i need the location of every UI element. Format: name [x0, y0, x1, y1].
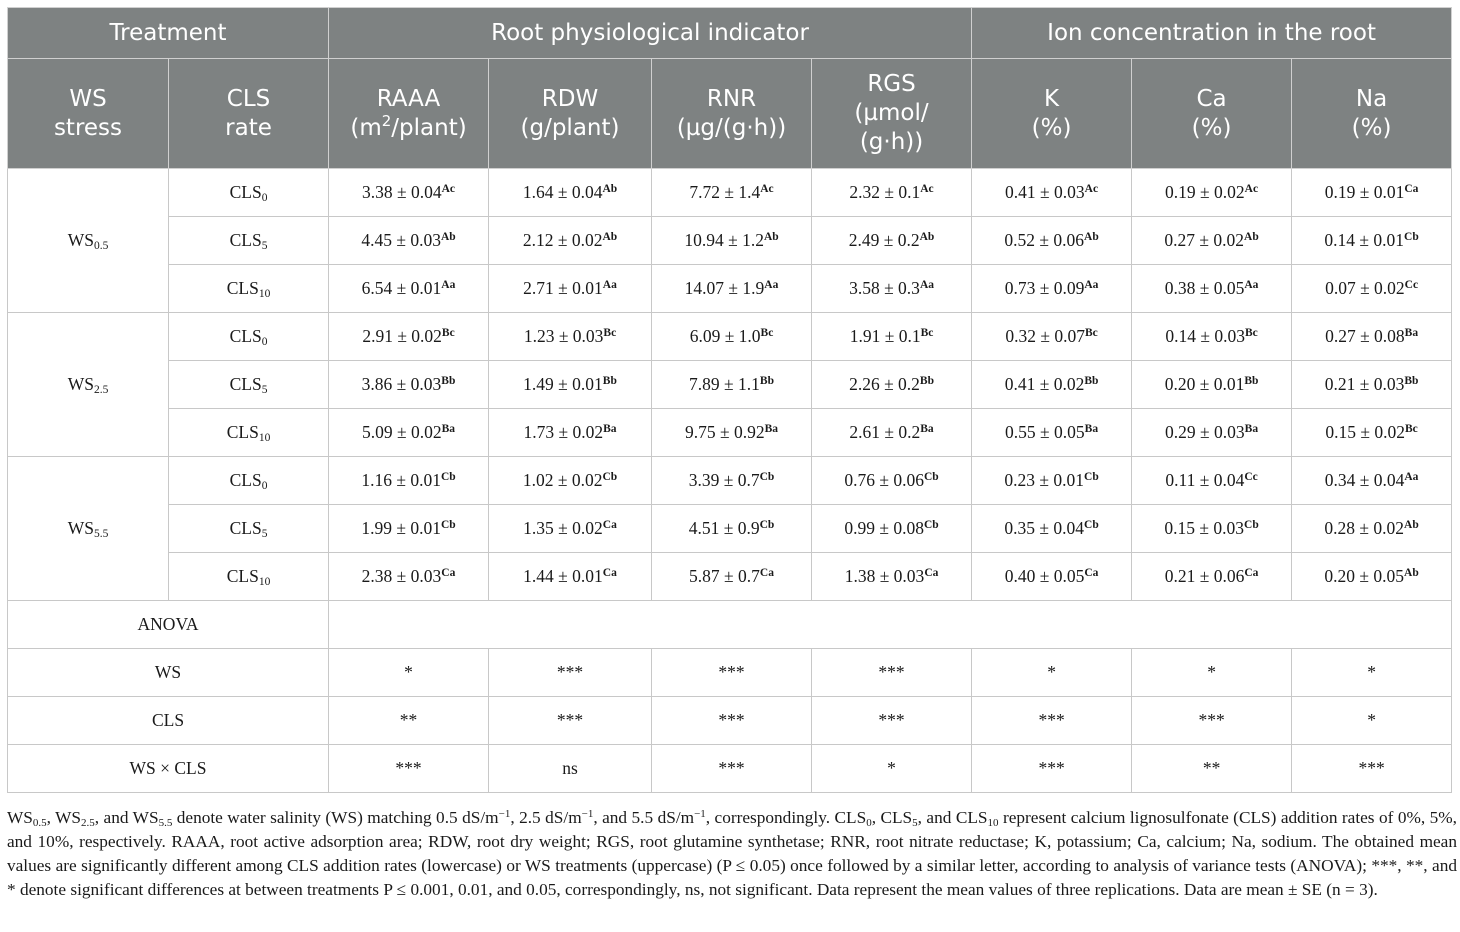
- mean-se: 5.87 ± 0.7: [689, 566, 760, 586]
- value-cell: [812, 313, 972, 361]
- significance-letters: Cb: [759, 471, 775, 483]
- mean-se: 0.20 ± 0.05: [1324, 566, 1405, 586]
- significance-letters: Aa: [1084, 279, 1099, 291]
- value-cell: [1132, 553, 1292, 601]
- value-cell: [1132, 169, 1292, 217]
- value-cell: [1292, 361, 1452, 409]
- mean-se: 0.14 ± 0.01: [1324, 230, 1405, 250]
- mean-se: 9.75 ± 0.92: [685, 422, 765, 442]
- significance-letters: Aa: [441, 279, 456, 291]
- anova-significance: ns: [489, 745, 652, 793]
- significance-letters: Ac: [441, 183, 456, 195]
- anova-significance: ***: [489, 649, 652, 697]
- mean-se: 7.72 ± 1.4: [689, 182, 761, 202]
- value-cell: [1132, 457, 1292, 505]
- header-rnr: RNR (µg/(g·h)): [652, 59, 812, 169]
- significance-letters: Cb: [759, 519, 775, 531]
- significance-letters: Ab: [1084, 231, 1099, 243]
- anova-factor: WS × CLS: [8, 745, 329, 793]
- significance-letters: Ab: [1404, 567, 1419, 579]
- value-cell: [812, 457, 972, 505]
- anova-significance: *: [1292, 697, 1452, 745]
- table-body: [8, 169, 1452, 793]
- significance-letters: Bb: [1084, 375, 1099, 387]
- ws-stress-cell: $WS_{0.5}$: [8, 169, 169, 313]
- mean-se: 7.89 ± 1.1: [689, 374, 760, 394]
- anova-significance: ***: [1132, 697, 1292, 745]
- significance-letters: Bb: [441, 375, 456, 387]
- significance-letters: Ba: [441, 423, 456, 435]
- significance-letters: Ba: [603, 423, 617, 435]
- mean-se: 0.41 ± 0.03: [1005, 182, 1085, 202]
- anova-significance: ***: [652, 745, 812, 793]
- header-ws-stress: WS stress: [8, 59, 169, 169]
- cls-rate-cell: $CLS_5$: [169, 361, 329, 409]
- anova-significance: ***: [652, 649, 812, 697]
- mean-se: 0.14 ± 0.03: [1165, 326, 1245, 346]
- mean-se: 0.27 ± 0.02: [1164, 230, 1245, 250]
- significance-letters: Ac: [920, 183, 934, 195]
- significance-letters: Ab: [919, 231, 935, 243]
- significance-letters: Cb: [923, 519, 939, 531]
- value-cell: [489, 361, 652, 409]
- significance-letters: Ac: [1244, 183, 1259, 195]
- header-root-physiological: Root physiological indicator: [329, 8, 972, 59]
- anova-significance: ***: [972, 745, 1132, 793]
- table-footnote: $WS_{0.5}$, $WS_{2.5}$, and $WS_{5.5}$ denote water salinity (WS) matching 0.5 $dS/m^{-1}$, 2.5 $dS/m^{-1}$, and 5.5 $dS/m^{-1}$, correspondingly. $CLS_0$, $CLS_5$, and $CLS_{10}$ represent calcium lignosulfonate (CLS) addition rates of 0%, 5%, and 10%, respectively. RAAA, root active adsorption area; RDW, root dry weight; RGS, root glutamine synthetase; RNR, root nitrate reductase; K, potassium; Ca, calcium; Na, sodium. The obtained mean values are significantly different among CLS addition rates (lowercase) or WS treatments (uppercase) (P ≤ 0.05) once followed by a similar letter, according to analysis of variance tests (ANOVA); ***, **, and * denote significant differences at between treatments P ≤ 0.001, 0.01, and 0.05, correspondingly, ns, not significant. Data represent the mean values of three replications. Data are mean ± SE (n = 3).: [7, 808, 1457, 899]
- significance-letters: Ba: [1404, 327, 1419, 339]
- mean-se: 0.20 ± 0.01: [1164, 374, 1245, 394]
- mean-se: 0.55 ± 0.05: [1005, 422, 1085, 442]
- significance-letters: Bb: [919, 375, 934, 387]
- significance-letters: Ca: [602, 519, 617, 531]
- value-cell: [652, 217, 812, 265]
- value-cell: [329, 409, 489, 457]
- mean-se: 6.09 ± 1.0: [689, 326, 761, 346]
- mean-se: 2.12 ± 0.02: [522, 230, 603, 250]
- mean-se: 14.07 ± 1.9: [684, 278, 765, 298]
- mean-se: 1.91 ± 0.1: [849, 326, 921, 346]
- value-cell: [489, 313, 652, 361]
- value-cell: [972, 505, 1132, 553]
- value-cell: [489, 553, 652, 601]
- mean-se: 2.26 ± 0.2: [849, 374, 920, 394]
- value-cell: [812, 217, 972, 265]
- mean-se: 3.86 ± 0.03: [361, 374, 442, 394]
- mean-se: 2.49 ± 0.2: [848, 230, 920, 250]
- mean-se: 6.54 ± 0.01: [361, 278, 442, 298]
- significance-letters: Ca: [1244, 567, 1259, 579]
- mean-se: 0.15 ± 0.02: [1325, 422, 1405, 442]
- anova-significance: ***: [489, 697, 652, 745]
- table-row: [8, 457, 1452, 505]
- mean-se: 0.27 ± 0.08: [1325, 326, 1405, 346]
- significance-letters: Aa: [602, 279, 617, 291]
- significance-letters: Cc: [1244, 471, 1258, 483]
- anova-label: ANOVA: [8, 601, 329, 649]
- cls-rate-cell: $CLS_0$: [169, 169, 329, 217]
- anova-significance: *: [1292, 649, 1452, 697]
- value-cell: [972, 265, 1132, 313]
- value-cell: [972, 361, 1132, 409]
- anova-significance: ***: [1292, 745, 1452, 793]
- value-cell: [652, 361, 812, 409]
- cls-rate-cell: $CLS_{10}$: [169, 265, 329, 313]
- significance-letters: Bb: [1404, 375, 1419, 387]
- mean-se: 1.44 ± 0.01: [523, 566, 603, 586]
- value-cell: [329, 361, 489, 409]
- significance-letters: Bb: [1244, 375, 1259, 387]
- significance-letters: Bc: [920, 327, 934, 339]
- mean-se: 0.76 ± 0.06: [844, 470, 924, 490]
- table-row: [8, 217, 1452, 265]
- significance-letters: Bc: [1404, 423, 1418, 435]
- mean-se: 2.32 ± 0.1: [849, 182, 921, 202]
- anova-significance: *: [972, 649, 1132, 697]
- header-rdw: RDW (g/plant): [489, 59, 652, 169]
- value-cell: [329, 217, 489, 265]
- mean-se: 4.51 ± 0.9: [688, 518, 760, 538]
- significance-letters: Ba: [1244, 423, 1259, 435]
- value-cell: [972, 217, 1132, 265]
- significance-letters: Ca: [1404, 183, 1419, 195]
- anova-factor: WS: [8, 649, 329, 697]
- value-cell: [1292, 553, 1452, 601]
- mean-se: 3.58 ± 0.3: [849, 278, 920, 298]
- value-cell: [1132, 313, 1292, 361]
- significance-letters: Ab: [602, 183, 618, 195]
- value-cell: [812, 361, 972, 409]
- mean-se: 0.07 ± 0.02: [1325, 278, 1405, 298]
- mean-se: 1.38 ± 0.03: [844, 566, 925, 586]
- value-cell: [972, 313, 1132, 361]
- value-cell: [329, 313, 489, 361]
- mean-se: 0.15 ± 0.03: [1164, 518, 1245, 538]
- value-cell: [329, 457, 489, 505]
- anova-significance: ***: [812, 649, 972, 697]
- mean-se: 1.73 ± 0.02: [523, 422, 604, 442]
- mean-se: 0.32 ± 0.07: [1005, 326, 1085, 346]
- value-cell: [1292, 265, 1452, 313]
- significance-letters: Ca: [759, 567, 774, 579]
- anova-significance: ***: [812, 697, 972, 745]
- mean-se: 0.73 ± 0.09: [1004, 278, 1085, 298]
- value-cell: [812, 169, 972, 217]
- significance-letters: Cb: [1084, 519, 1099, 531]
- mean-se: 0.28 ± 0.02: [1324, 518, 1405, 538]
- mean-se: 0.40 ± 0.05: [1004, 566, 1085, 586]
- value-cell: [652, 505, 812, 553]
- value-cell: [1132, 409, 1292, 457]
- value-cell: [1292, 457, 1452, 505]
- mean-se: 0.19 ± 0.01: [1324, 182, 1405, 202]
- anova-row: [8, 649, 1452, 697]
- mean-se: 3.39 ± 0.7: [688, 470, 760, 490]
- mean-se: 1.49 ± 0.01: [523, 374, 603, 394]
- mean-se: 2.38 ± 0.03: [361, 566, 442, 586]
- significance-letters: Aa: [764, 279, 779, 291]
- mean-se: 0.38 ± 0.05: [1164, 278, 1245, 298]
- header-ion-concentration: Ion concentration in the root: [972, 8, 1452, 59]
- mean-se: 0.52 ± 0.06: [1004, 230, 1085, 250]
- significance-letters: Bb: [602, 375, 617, 387]
- mean-se: 0.99 ± 0.08: [844, 518, 924, 538]
- significance-letters: Ca: [924, 567, 939, 579]
- anova-significance: *: [812, 745, 972, 793]
- mean-se: 2.91 ± 0.02: [362, 326, 442, 346]
- table-row: [8, 265, 1452, 313]
- significance-letters: Cb: [440, 471, 456, 483]
- value-cell: [652, 553, 812, 601]
- mean-se: 4.45 ± 0.03: [361, 230, 441, 250]
- value-cell: [1132, 505, 1292, 553]
- value-cell: [972, 457, 1132, 505]
- value-cell: [1292, 505, 1452, 553]
- mean-se: 1.35 ± 0.02: [523, 518, 603, 538]
- value-cell: [652, 265, 812, 313]
- significance-letters: Bb: [759, 375, 774, 387]
- header-na: Na (%): [1292, 59, 1452, 169]
- significance-letters: Ca: [441, 567, 456, 579]
- significance-letters: Ba: [920, 423, 934, 435]
- significance-letters: Ab: [602, 231, 618, 243]
- significance-letters: Aa: [1244, 279, 1259, 291]
- mean-se: 1.99 ± 0.01: [361, 518, 441, 538]
- significance-letters: Ab: [440, 231, 456, 243]
- value-cell: [1292, 169, 1452, 217]
- header-rgs: RGS (µmol/ (g·h)): [812, 59, 972, 169]
- significance-letters: Cb: [602, 471, 618, 483]
- significance-letters: Cb: [923, 471, 939, 483]
- mean-se: 0.29 ± 0.03: [1165, 422, 1245, 442]
- significance-letters: Cb: [1084, 471, 1099, 483]
- cls-rate-cell: $CLS_5$: [169, 217, 329, 265]
- anova-factor: CLS: [8, 697, 329, 745]
- value-cell: [329, 169, 489, 217]
- value-cell: [812, 265, 972, 313]
- value-cell: [652, 313, 812, 361]
- significance-letters: Cb: [1244, 519, 1259, 531]
- value-cell: [652, 169, 812, 217]
- table-row: [8, 505, 1452, 553]
- mean-se: 0.23 ± 0.01: [1004, 470, 1085, 490]
- significance-letters: Cc: [1404, 279, 1419, 291]
- value-cell: [1292, 217, 1452, 265]
- value-cell: [1132, 217, 1292, 265]
- value-cell: [329, 553, 489, 601]
- value-cell: [1132, 361, 1292, 409]
- significance-letters: Bc: [1244, 327, 1258, 339]
- value-cell: [1292, 409, 1452, 457]
- significance-letters: Ac: [760, 183, 774, 195]
- mean-se: 5.09 ± 0.02: [362, 422, 442, 442]
- header-cls-rate: CLS rate: [169, 59, 329, 169]
- value-cell: [1292, 313, 1452, 361]
- mean-se: 2.61 ± 0.2: [849, 422, 921, 442]
- mean-se: 1.64 ± 0.04: [522, 182, 603, 202]
- header-treatment: Treatment: [8, 8, 329, 59]
- cls-rate-cell: $CLS_0$: [169, 313, 329, 361]
- value-cell: [812, 505, 972, 553]
- significance-letters: Aa: [919, 279, 934, 291]
- significance-letters: Cb: [1404, 231, 1419, 243]
- cls-rate-cell: $CLS_5$: [169, 505, 329, 553]
- mean-se: 0.11 ± 0.04: [1165, 470, 1245, 490]
- mean-se: 3.38 ± 0.04: [362, 182, 442, 202]
- significance-letters: Ca: [602, 567, 617, 579]
- value-cell: [652, 457, 812, 505]
- value-cell: [329, 505, 489, 553]
- value-cell: [812, 553, 972, 601]
- table-row: [8, 553, 1452, 601]
- table-row: [8, 169, 1452, 217]
- mean-se: 0.34 ± 0.04: [1324, 470, 1405, 490]
- header-k: K (%): [972, 59, 1132, 169]
- value-cell: [489, 217, 652, 265]
- anova-row: [8, 697, 1452, 745]
- significance-letters: Bc: [603, 327, 617, 339]
- anova-significance: ***: [652, 697, 812, 745]
- table-row: [8, 313, 1452, 361]
- anova-significance: *: [1132, 649, 1292, 697]
- table-row: [8, 361, 1452, 409]
- value-cell: [972, 553, 1132, 601]
- significance-letters: Ab: [1244, 231, 1259, 243]
- significance-letters: Ab: [1404, 519, 1419, 531]
- ws-stress-cell: $WS_{5.5}$: [8, 457, 169, 601]
- significance-letters: Aa: [1404, 471, 1419, 483]
- value-cell: [812, 409, 972, 457]
- mean-se: 1.02 ± 0.02: [522, 470, 603, 490]
- anova-row: [8, 745, 1452, 793]
- cls-rate-cell: $CLS_0$: [169, 457, 329, 505]
- value-cell: [489, 265, 652, 313]
- significance-letters: Ba: [764, 423, 779, 435]
- header-raaa: RAAA $(m^2/plant)$: [329, 59, 489, 169]
- mean-se: 0.35 ± 0.04: [1004, 518, 1085, 538]
- anova-blank-cell: [329, 601, 1452, 649]
- significance-letters: Ac: [1084, 183, 1099, 195]
- significance-letters: Cb: [440, 519, 456, 531]
- results-table: [7, 7, 1452, 793]
- mean-se: 1.16 ± 0.01: [361, 470, 441, 490]
- mean-se: 0.41 ± 0.02: [1004, 374, 1085, 394]
- mean-se: 0.21 ± 0.06: [1164, 566, 1245, 586]
- significance-letters: Bc: [760, 327, 774, 339]
- significance-letters: Ba: [1084, 423, 1099, 435]
- anova-header-row: [8, 601, 1452, 649]
- anova-significance: ***: [329, 745, 489, 793]
- anova-significance: **: [1132, 745, 1292, 793]
- value-cell: [329, 265, 489, 313]
- value-cell: [652, 409, 812, 457]
- ws-stress-cell: $WS_{2.5}$: [8, 313, 169, 457]
- cls-rate-cell: $CLS_{10}$: [169, 409, 329, 457]
- mean-se: 2.71 ± 0.01: [523, 278, 603, 298]
- cls-rate-cell: $CLS_{10}$: [169, 553, 329, 601]
- mean-se: 10.94 ± 1.2: [684, 230, 764, 250]
- table-row: [8, 409, 1452, 457]
- mean-se: 0.19 ± 0.02: [1165, 182, 1245, 202]
- value-cell: [489, 169, 652, 217]
- anova-significance: ***: [972, 697, 1132, 745]
- value-cell: [489, 505, 652, 553]
- anova-significance: **: [329, 697, 489, 745]
- significance-letters: Bc: [441, 327, 455, 339]
- value-cell: [489, 409, 652, 457]
- value-cell: [972, 169, 1132, 217]
- significance-letters: Ca: [1084, 567, 1099, 579]
- mean-se: 1.23 ± 0.03: [523, 326, 604, 346]
- header-ca: Ca (%): [1132, 59, 1292, 169]
- value-cell: [489, 457, 652, 505]
- anova-significance: *: [329, 649, 489, 697]
- significance-letters: Ab: [763, 231, 779, 243]
- significance-letters: Bc: [1084, 327, 1098, 339]
- value-cell: [1132, 265, 1292, 313]
- mean-se: 0.21 ± 0.03: [1324, 374, 1405, 394]
- value-cell: [972, 409, 1132, 457]
